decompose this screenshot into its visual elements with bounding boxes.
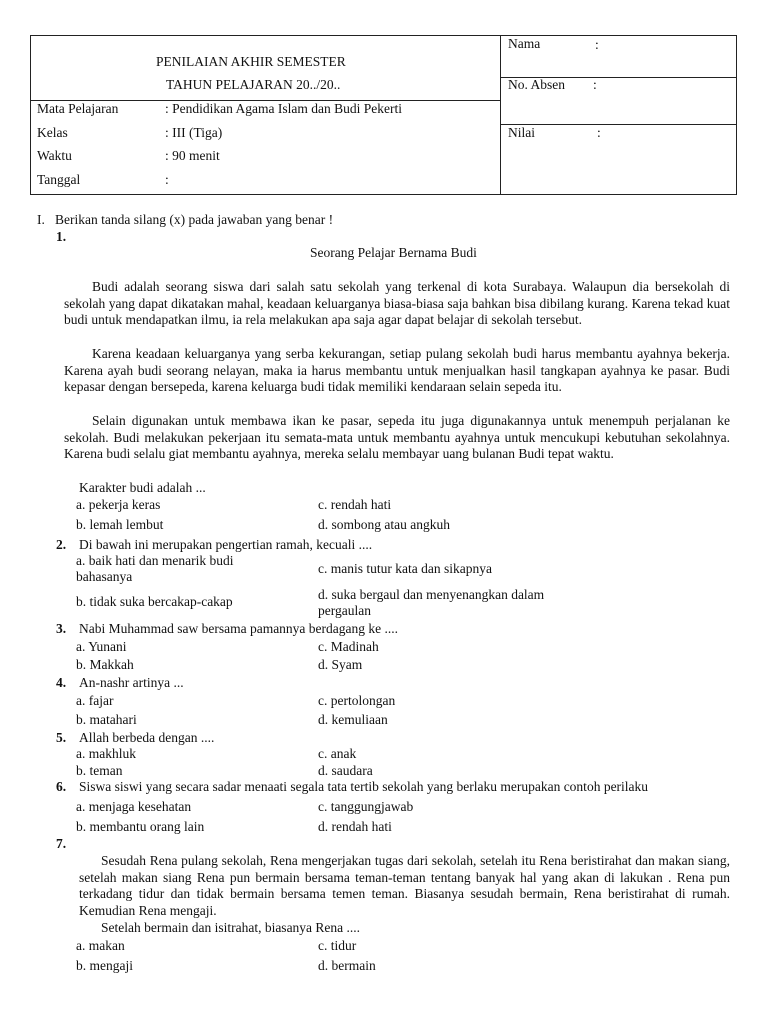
q1-story-title: Seorang Pelajar Bernama Budi xyxy=(310,245,477,260)
q1-option-a[interactable]: a. pekerja keras xyxy=(76,497,161,512)
q1-paragraph-3: Selain digunakan untuk membawa ikan ke pasar, sepeda itu juga digunakannya untuk menempuh perjalanan ke sekolah. Budi melakukan pekerjaan itu semata-mata untuk membantu ayahnya untuk mencukupi kebutuhan sekolahnya. Karena budi selalu giat membantu ayahnya, mereka selalu membayar uang bulanan Budi tepat waktu. xyxy=(64,413,730,461)
q4-prompt: An-nashr artinya ... xyxy=(79,675,184,690)
q1-option-c[interactable]: c. rendah hati xyxy=(318,497,392,512)
q6-option-b[interactable]: b. membantu orang lain xyxy=(76,819,205,834)
right-separator-2 xyxy=(500,124,737,125)
q2-prompt: Di bawah ini merupakan pengertian ramah, kecuali .... xyxy=(79,537,373,552)
time-label: Waktu xyxy=(37,148,72,163)
q7-option-c[interactable]: c. tidur xyxy=(318,938,357,953)
q4-option-a[interactable]: a. fajar xyxy=(76,693,114,708)
exam-year: TAHUN PELAJARAN 20../20.. xyxy=(166,77,341,92)
subject-value: : Pendidikan Agama Islam dan Budi Pekerti xyxy=(165,101,402,116)
absen-label: No. Absen xyxy=(508,77,565,92)
header-divider xyxy=(500,35,501,195)
q3-option-c[interactable]: c. Madinah xyxy=(318,639,379,654)
q2-option-c[interactable]: c. manis tutur kata dan sikapnya xyxy=(318,561,492,576)
name-colon: : xyxy=(595,37,599,52)
q5-option-d[interactable]: d. saudara xyxy=(318,763,373,778)
class-label: Kelas xyxy=(37,125,68,140)
name-label: Nama xyxy=(508,36,541,51)
q1-option-d[interactable]: d. sombong atau angkuh xyxy=(318,517,450,532)
class-value: : III (Tiga) xyxy=(165,125,223,140)
q2-option-d[interactable]: d. suka bergaul dan menyenangkan dalam pergaulan xyxy=(318,587,545,618)
q5-option-b[interactable]: b. teman xyxy=(76,763,123,778)
q6-option-d[interactable]: d. rendah hati xyxy=(318,819,392,834)
q2-option-b[interactable]: b. tidak suka bercakap-cakap xyxy=(76,594,233,609)
q5-number: 5. xyxy=(56,730,67,745)
q5-prompt: Allah berbeda dengan .... xyxy=(79,730,215,745)
score-label: Nilai xyxy=(508,125,535,140)
q2-option-a[interactable]: a. baik hati dan menarik budi bahasanya xyxy=(76,553,234,584)
q4-option-d[interactable]: d. kemuliaan xyxy=(318,712,388,727)
q1-option-b[interactable]: b. lemah lembut xyxy=(76,517,164,532)
q4-option-b[interactable]: b. matahari xyxy=(76,712,137,727)
date-label: Tanggal xyxy=(37,172,81,187)
score-colon: : xyxy=(597,125,601,140)
q1-paragraph-2: Karena keadaan keluarganya yang serba kekurangan, setiap pulang sekolah budi harus membantu ayahnya bekerja. Karena ayah budi seorang nelayan, maka ia harus membantu untuk menjualkan hasil tangkapan ayahnya ke pasar. Budi kepasar dengan bersepeda, karena keluarga budi tidak memiliki kendaraan selain sepeda itu. xyxy=(64,346,730,394)
subject-label: Mata Pelajaran xyxy=(37,101,119,116)
q7-number: 7. xyxy=(56,836,67,851)
section-instruction: Berikan tanda silang (x) pada jawaban yang benar ! xyxy=(55,212,334,227)
time-value: : 90 menit xyxy=(165,148,220,163)
q3-option-b[interactable]: b. Makkah xyxy=(76,657,134,672)
q7-prompt: Setelah bermain dan isitrahat, biasanya Rena .... xyxy=(101,920,361,935)
q7-option-b[interactable]: b. mengaji xyxy=(76,958,133,973)
absen-colon: : xyxy=(593,77,597,92)
q6-option-c[interactable]: c. tanggungjawab xyxy=(318,799,414,814)
date-value: : xyxy=(165,172,169,187)
q6-option-a[interactable]: a. menjaga kesehatan xyxy=(76,799,192,814)
q3-number: 3. xyxy=(56,621,67,636)
q6-number: 6. xyxy=(56,779,67,794)
exam-title: PENILAIAN AKHIR SEMESTER xyxy=(156,54,346,69)
q4-number: 4. xyxy=(56,675,67,690)
q7-option-d[interactable]: d. bermain xyxy=(318,958,376,973)
q1-paragraph-1: Budi adalah seorang siswa dari salah satu sekolah yang terkenal di kota Surabaya. Walaupun dia bersekolah di sekolah yang dapat dikatakan mahal, keadaan keluarganya biasa-biasa saja bahkan bisa dibilang kurang. Karena tekad kuat budi untuk mendapatkan ilmu, ia rela melakukan apa saja agar dapat belajar di sekolah tersebut. xyxy=(64,279,730,327)
q7-paragraph: Sesudah Rena pulang sekolah, Rena mengerjakan tugas dari sekolah, setelah itu Rena beristirahat dan makan siang, setelah makan siang Rena pun bermain bersama teman-teman tentang banyak hal yang akan di lakukan . Rena pun terkadang tidur dan tidak bermain bersama temen teman. Biasanya sesudah bermain, Rena beristirahat di rumah. Kemudian Rena mengaji. xyxy=(79,853,730,918)
q3-option-a[interactable]: a. Yunani xyxy=(76,639,127,654)
q5-option-a[interactable]: a. makhluk xyxy=(76,746,136,761)
q5-option-c[interactable]: c. anak xyxy=(318,746,357,761)
q6-prompt: Siswa siswi yang secara sadar menaati segala tata tertib sekolah yang berlaku merupakan contoh perilaku xyxy=(79,779,649,794)
q1-number: 1. xyxy=(56,229,67,244)
q1-prompt: Karakter budi adalah ... xyxy=(79,480,206,495)
section-number: I. xyxy=(37,212,45,227)
q2-number: 2. xyxy=(56,537,67,552)
q4-option-c[interactable]: c. pertolongan xyxy=(318,693,396,708)
q7-option-a[interactable]: a. makan xyxy=(76,938,125,953)
q3-prompt: Nabi Muhammad saw bersama pamannya berdagang ke .... xyxy=(79,621,399,636)
q3-option-d[interactable]: d. Syam xyxy=(318,657,363,672)
